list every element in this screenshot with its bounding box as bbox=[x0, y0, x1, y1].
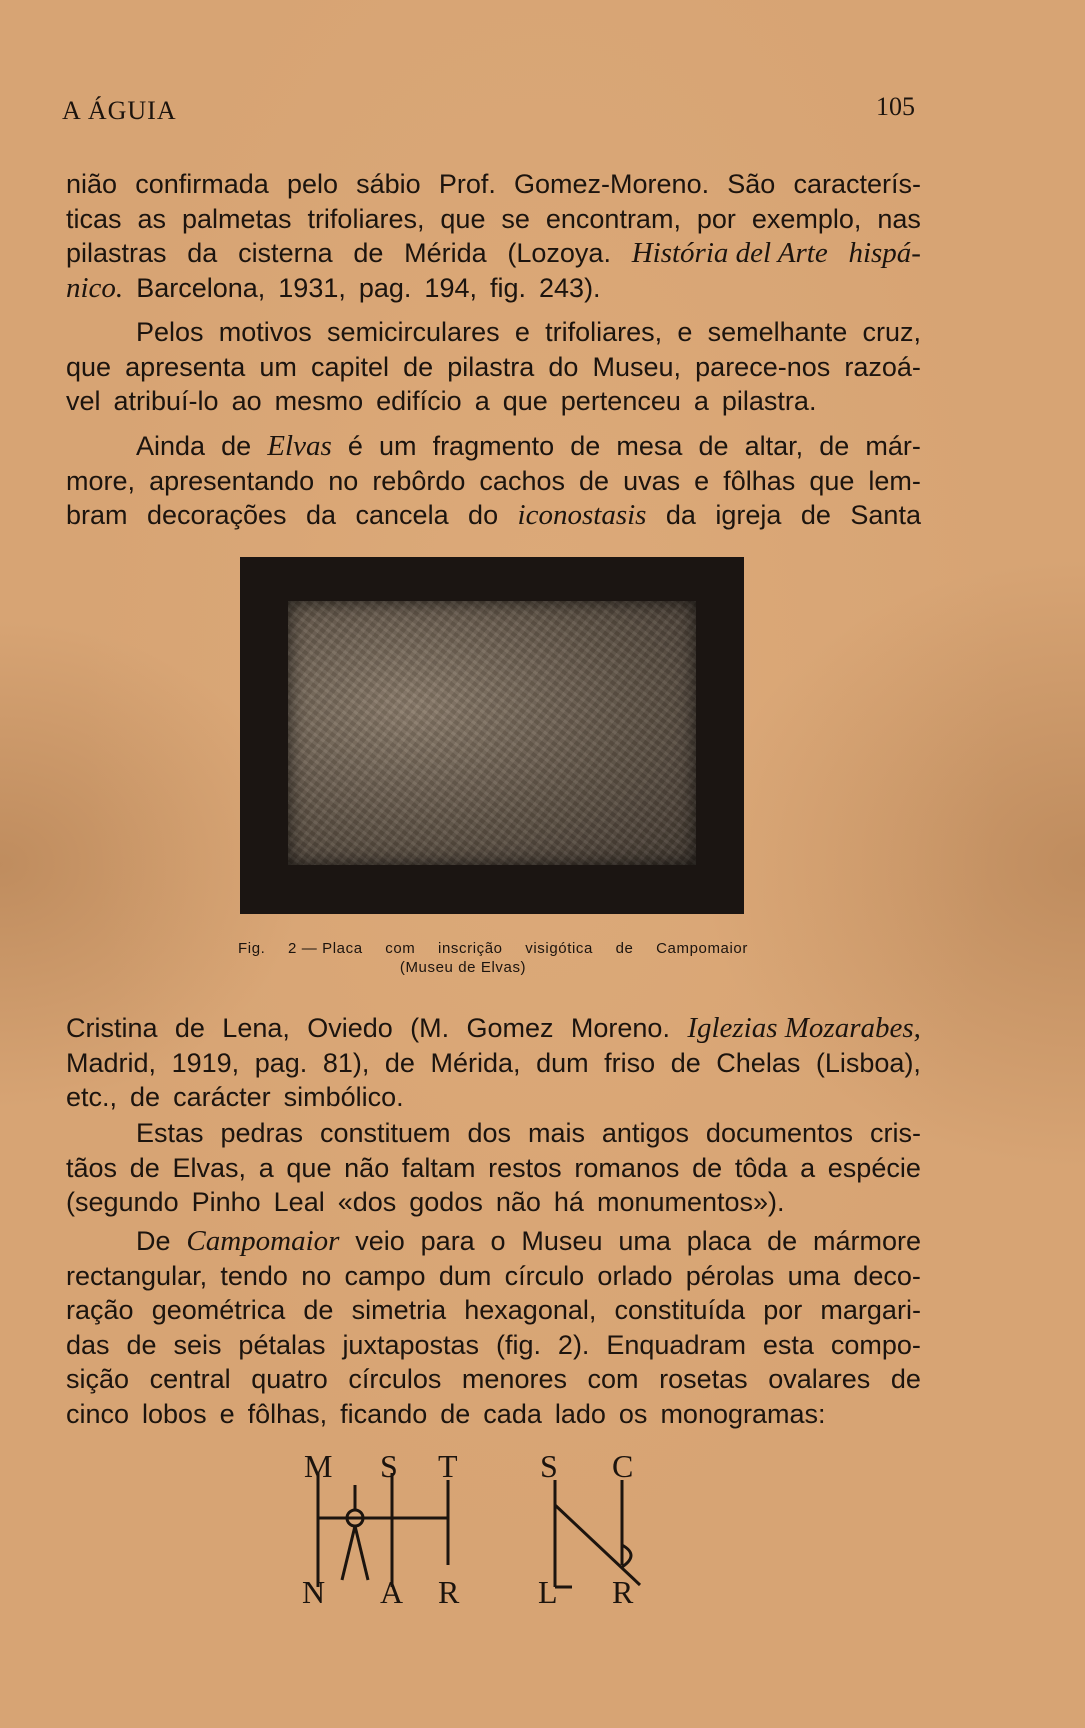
word: hexagonal, bbox=[464, 1295, 597, 1325]
word: é bbox=[347, 431, 363, 461]
word: e bbox=[694, 465, 710, 496]
word: caracterís- bbox=[793, 169, 921, 199]
word: de bbox=[221, 431, 252, 461]
word: deco- bbox=[853, 1260, 921, 1291]
word: que bbox=[66, 351, 112, 382]
text-line bbox=[66, 384, 921, 419]
word: e bbox=[219, 1398, 235, 1429]
mono-right-bottom-2: R bbox=[612, 1574, 634, 1605]
word: campo bbox=[344, 1260, 426, 1291]
word: para bbox=[420, 1226, 475, 1256]
word: uma bbox=[618, 1226, 671, 1256]
word: por bbox=[696, 203, 736, 234]
word: atribuí-lo bbox=[113, 386, 219, 416]
word: de bbox=[440, 1398, 471, 1429]
paragraph-6 bbox=[66, 1224, 921, 1431]
word: uma bbox=[787, 1260, 841, 1291]
word: de bbox=[579, 465, 610, 496]
caption-word: de bbox=[615, 940, 634, 957]
text-line bbox=[66, 350, 921, 385]
word: pérolas bbox=[685, 1260, 775, 1291]
text-line bbox=[66, 1224, 921, 1259]
word: cinco bbox=[66, 1398, 130, 1429]
word: nico. bbox=[66, 271, 124, 304]
word: fôlhas bbox=[723, 465, 796, 496]
word: mesa bbox=[616, 431, 683, 461]
word: que bbox=[809, 465, 855, 496]
word: central bbox=[149, 1364, 231, 1394]
word: ao bbox=[231, 386, 262, 416]
text-line bbox=[66, 271, 921, 306]
word: Prof. bbox=[438, 169, 496, 199]
word: «dos bbox=[337, 1187, 397, 1217]
word: hispá- bbox=[848, 237, 921, 269]
word: de bbox=[767, 1226, 798, 1256]
paragraph-4 bbox=[66, 1011, 921, 1115]
word: trifoliares, bbox=[545, 317, 663, 347]
word: que bbox=[440, 203, 486, 234]
word: pilastra. bbox=[721, 386, 817, 416]
word: fig. bbox=[489, 272, 527, 303]
word: de bbox=[403, 351, 434, 382]
text-line bbox=[66, 1116, 921, 1151]
text-line bbox=[66, 202, 921, 237]
word: constituída bbox=[614, 1295, 746, 1325]
word: Museu, bbox=[592, 351, 682, 382]
mono-left-top-1: M bbox=[304, 1455, 333, 1484]
word: Enquadram bbox=[606, 1329, 746, 1360]
word: do bbox=[468, 500, 499, 530]
word: apresentando bbox=[149, 465, 315, 496]
caption-line-2: (Museu de Elvas) bbox=[399, 959, 527, 976]
text-line bbox=[66, 1151, 921, 1186]
mono-right-top-2: C bbox=[612, 1455, 634, 1484]
caption-word: 2 — Placa bbox=[288, 940, 363, 957]
word: da bbox=[665, 500, 696, 530]
word: da bbox=[306, 500, 337, 530]
mono-right-top-1: S bbox=[540, 1455, 558, 1484]
word: de bbox=[570, 431, 601, 461]
word: apresenta bbox=[125, 351, 246, 382]
word: seis bbox=[173, 1329, 222, 1360]
word: 1931, bbox=[278, 272, 346, 303]
paragraph-2 bbox=[66, 315, 921, 419]
word: Pinho bbox=[191, 1187, 261, 1217]
mono-left-top-3: T bbox=[438, 1455, 458, 1484]
word: semicirculares bbox=[327, 317, 500, 347]
mono-right-bottom-1: L bbox=[538, 1574, 558, 1605]
word: de bbox=[890, 1364, 921, 1394]
text-line bbox=[66, 498, 921, 533]
word: lado bbox=[554, 1398, 606, 1429]
word: Campomaior bbox=[186, 1225, 340, 1257]
word: palmetas bbox=[181, 203, 292, 234]
text-line bbox=[66, 1080, 921, 1115]
text-line bbox=[66, 1362, 921, 1397]
word: razoá- bbox=[844, 351, 921, 382]
caption-word: Campomaior bbox=[656, 940, 748, 957]
word: documentos bbox=[705, 1118, 854, 1148]
text-line bbox=[66, 1185, 921, 1220]
word: capitel bbox=[310, 351, 389, 382]
word: ticas bbox=[66, 203, 122, 234]
word: etc., bbox=[66, 1082, 118, 1112]
word: que bbox=[502, 386, 548, 416]
word: cris- bbox=[869, 1118, 921, 1148]
word: pilastras bbox=[66, 238, 167, 268]
word: Leal bbox=[273, 1187, 325, 1217]
word: de bbox=[129, 1152, 160, 1183]
word: pétalas bbox=[238, 1329, 326, 1360]
caption-line-1 bbox=[238, 940, 748, 957]
word: e bbox=[677, 317, 693, 347]
word: sábio bbox=[356, 169, 421, 199]
word: do bbox=[548, 351, 579, 382]
word: Santa bbox=[850, 500, 921, 530]
text-line bbox=[66, 429, 921, 464]
word: espécie bbox=[827, 1152, 921, 1183]
word: menores bbox=[461, 1364, 567, 1394]
word: nião bbox=[66, 169, 118, 199]
word: geométrica bbox=[151, 1295, 286, 1325]
word: parece-nos bbox=[695, 351, 831, 382]
word: não bbox=[495, 1187, 541, 1217]
word: tendo bbox=[220, 1260, 288, 1291]
word: de bbox=[303, 1295, 334, 1325]
word: compo- bbox=[830, 1329, 921, 1360]
word: (fig. bbox=[495, 1329, 541, 1360]
word: simetria bbox=[351, 1295, 447, 1325]
word: ovalares bbox=[768, 1364, 871, 1394]
word: cisterna bbox=[238, 238, 333, 268]
word: juxtapostas bbox=[342, 1329, 480, 1360]
text-line bbox=[66, 1011, 921, 1046]
word: de bbox=[130, 1082, 161, 1112]
running-title: A ÁGUIA bbox=[62, 96, 177, 125]
word: cancela bbox=[355, 500, 449, 530]
word: 194, bbox=[424, 272, 477, 303]
paragraph-3 bbox=[66, 429, 921, 533]
monogram-drawing bbox=[300, 1455, 700, 1605]
word: igreja bbox=[715, 500, 782, 530]
word: mesmo bbox=[274, 386, 364, 416]
word: a bbox=[693, 386, 709, 416]
caption-word: com bbox=[385, 940, 416, 957]
word: História del Arte bbox=[631, 237, 828, 269]
word: confirmada bbox=[135, 169, 269, 199]
word: círculos bbox=[348, 1364, 442, 1394]
word: godos bbox=[409, 1187, 483, 1217]
word: friso bbox=[604, 1047, 656, 1078]
word: das bbox=[66, 1329, 110, 1360]
word: faltam bbox=[401, 1152, 476, 1183]
word: pag. bbox=[254, 1047, 308, 1078]
figure-caption bbox=[238, 940, 748, 976]
word: cachos bbox=[479, 465, 565, 496]
word: pedras bbox=[220, 1118, 304, 1148]
word: vel bbox=[66, 386, 101, 416]
word: orlado bbox=[597, 1260, 673, 1291]
paragraph-5 bbox=[66, 1116, 921, 1220]
word: pelo bbox=[286, 169, 338, 199]
word: encontram, bbox=[545, 203, 681, 234]
word: Estas bbox=[136, 1118, 204, 1148]
word: sição bbox=[66, 1364, 130, 1394]
word: no bbox=[301, 1260, 332, 1291]
word: nas bbox=[877, 203, 921, 234]
page-number: 105 bbox=[876, 92, 915, 121]
word: tãos bbox=[66, 1152, 118, 1183]
word: e bbox=[514, 317, 530, 347]
word: de bbox=[698, 431, 729, 461]
word: De bbox=[136, 1226, 171, 1256]
word: Ainda bbox=[136, 431, 206, 461]
word: Lena, bbox=[222, 1013, 290, 1043]
word: os bbox=[618, 1398, 648, 1429]
word: Mérida bbox=[404, 238, 487, 268]
word: de bbox=[174, 1013, 205, 1043]
mono-left-bottom-1: N bbox=[302, 1574, 326, 1605]
word: Chelas bbox=[716, 1047, 801, 1078]
word: lem- bbox=[868, 465, 921, 496]
text-line bbox=[66, 1293, 921, 1328]
word: de bbox=[819, 431, 850, 461]
word: que bbox=[286, 1152, 332, 1183]
word: Barcelona, bbox=[136, 272, 266, 303]
word: mais bbox=[527, 1118, 585, 1148]
word: Iglezias Mozarabes, bbox=[687, 1012, 921, 1044]
word: cruz, bbox=[862, 317, 921, 347]
word: de bbox=[353, 238, 384, 268]
word: mármore bbox=[812, 1226, 921, 1256]
word: antigos bbox=[601, 1118, 689, 1148]
word: no bbox=[328, 465, 359, 496]
word: se bbox=[501, 203, 530, 234]
word: Mérida, bbox=[430, 1047, 521, 1078]
word: dos bbox=[467, 1118, 512, 1148]
word: tôda bbox=[734, 1152, 788, 1183]
caption-word: inscrição bbox=[438, 940, 503, 957]
word: ração bbox=[66, 1295, 134, 1325]
text-line bbox=[66, 167, 921, 202]
word: a bbox=[258, 1152, 274, 1183]
word: monumentos»). bbox=[596, 1187, 785, 1217]
word: Madrid, bbox=[66, 1047, 157, 1078]
word: círculo bbox=[504, 1260, 585, 1291]
word: Cristina bbox=[66, 1013, 158, 1043]
figure-plaque-photo bbox=[240, 557, 744, 914]
word: bram bbox=[66, 500, 128, 530]
word: (M. bbox=[410, 1013, 450, 1043]
word: 2). bbox=[557, 1329, 590, 1360]
word: more, bbox=[66, 465, 136, 496]
word: pertenceu bbox=[560, 386, 681, 416]
word: iconostasis bbox=[517, 499, 647, 531]
word: não bbox=[344, 1152, 390, 1183]
word: ficando bbox=[340, 1398, 428, 1429]
word: por bbox=[763, 1295, 803, 1325]
mono-left-bottom-2: A bbox=[380, 1574, 404, 1605]
word: pag. bbox=[358, 272, 412, 303]
word: semelhante bbox=[707, 317, 848, 347]
word: a bbox=[800, 1152, 816, 1183]
word: Pelos bbox=[136, 317, 204, 347]
word: uvas bbox=[623, 465, 681, 496]
word: da bbox=[187, 238, 218, 268]
word: altar, bbox=[744, 431, 804, 461]
word: placa bbox=[686, 1226, 752, 1256]
caption-word: Fig. bbox=[238, 940, 266, 957]
text-line bbox=[66, 1259, 921, 1294]
word: fragmento bbox=[432, 431, 555, 461]
word: simbólico. bbox=[283, 1082, 404, 1112]
text-line bbox=[66, 1397, 921, 1432]
word: decorações bbox=[146, 500, 287, 530]
word: há bbox=[553, 1187, 584, 1217]
text-line bbox=[66, 236, 921, 271]
word: carácter bbox=[173, 1082, 271, 1112]
word: edifício bbox=[376, 386, 462, 416]
word: um bbox=[259, 351, 297, 382]
word: lobos bbox=[142, 1398, 207, 1429]
word: (Lozoya. bbox=[507, 238, 611, 268]
word: de bbox=[384, 1047, 415, 1078]
word: rosetas bbox=[659, 1364, 748, 1394]
word: (segundo bbox=[66, 1187, 179, 1217]
word: 81), bbox=[322, 1047, 370, 1078]
text-line bbox=[66, 1046, 921, 1081]
word: exemplo, bbox=[751, 203, 862, 234]
word: romanos bbox=[574, 1152, 680, 1183]
word: o bbox=[490, 1226, 506, 1256]
word: esta bbox=[762, 1329, 814, 1360]
word: monogramas: bbox=[660, 1398, 826, 1429]
word: de bbox=[670, 1047, 701, 1078]
paragraph-1 bbox=[66, 167, 921, 305]
monograms bbox=[300, 1455, 700, 1605]
word: 243). bbox=[539, 272, 601, 303]
word: Elvas, bbox=[172, 1152, 246, 1183]
caption-word: visigótica bbox=[525, 940, 593, 957]
visigothic-plaque-image bbox=[288, 601, 696, 865]
word: Museu bbox=[521, 1226, 603, 1256]
word: (Lisboa), bbox=[815, 1047, 921, 1078]
mono-left-bottom-3: R bbox=[438, 1574, 460, 1605]
word: már- bbox=[865, 431, 921, 461]
word: um bbox=[378, 431, 417, 461]
word: pilastra bbox=[447, 351, 535, 382]
word: cada bbox=[483, 1398, 542, 1429]
word: rebôrdo bbox=[372, 465, 466, 496]
word: trifoliares, bbox=[307, 203, 425, 234]
word: margari- bbox=[820, 1295, 921, 1325]
word: a bbox=[474, 386, 490, 416]
mono-left-top-2: S bbox=[380, 1455, 398, 1484]
word: veio bbox=[355, 1226, 405, 1256]
word: 1919, bbox=[171, 1047, 240, 1078]
word: dum bbox=[438, 1260, 492, 1291]
word: rectangular, bbox=[66, 1260, 208, 1291]
word: restos bbox=[488, 1152, 562, 1183]
word: de bbox=[692, 1152, 723, 1183]
word: Elvas bbox=[267, 430, 332, 462]
word: São bbox=[727, 169, 776, 199]
word: com bbox=[587, 1364, 639, 1394]
word: de bbox=[800, 500, 831, 530]
word: constituem bbox=[319, 1118, 451, 1148]
text-line bbox=[66, 464, 921, 499]
word: as bbox=[137, 203, 166, 234]
word: Moreno. bbox=[570, 1013, 670, 1043]
text-line bbox=[66, 315, 921, 350]
word: quatro bbox=[251, 1364, 328, 1394]
word: motivos bbox=[218, 317, 312, 347]
word: Gomez-Moreno. bbox=[514, 169, 710, 199]
word: dum bbox=[536, 1047, 589, 1078]
word: de bbox=[126, 1329, 157, 1360]
word: Gomez bbox=[466, 1013, 554, 1043]
text-line bbox=[66, 1328, 921, 1363]
word: Oviedo bbox=[307, 1013, 393, 1043]
word: fôlhas, bbox=[247, 1398, 328, 1429]
